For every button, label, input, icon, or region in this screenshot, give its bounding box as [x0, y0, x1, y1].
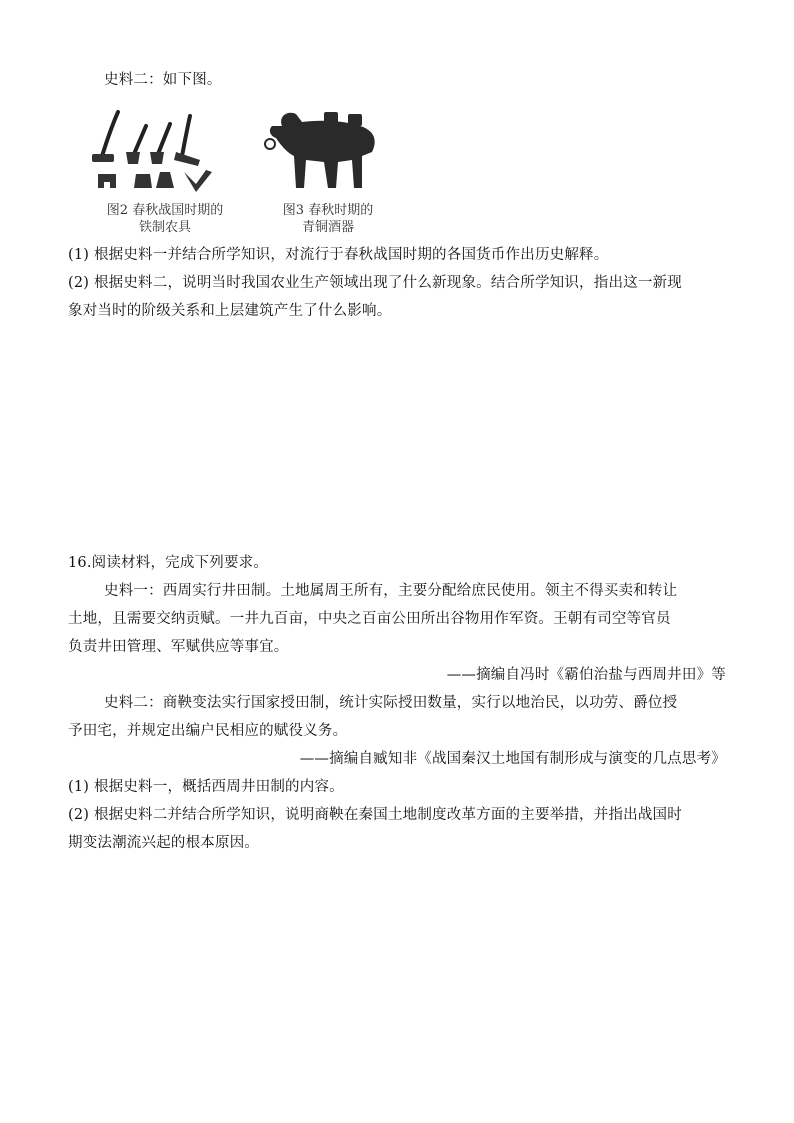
figure-2-caption-line2: 铁制农具 — [138, 220, 191, 235]
question-16-part1: (1) 根据史料一，概括西周井田制的内容。 — [68, 779, 344, 795]
question-16-part2-line1: (2) 根据史料二并结合所学知识，说明商鞅在秦国土地制度改革方面的主要举措，并指出战国时 — [68, 807, 682, 823]
question-16-part2-line2: 期变法潮流兴起的根本原因。 — [68, 835, 260, 851]
figure-3-caption-line1: 图3 春秋时期的 — [282, 203, 374, 218]
source-two-line2: 予田宅，并规定出编户民相应的赋役义务。 — [68, 723, 348, 739]
source-two-citation: ——摘编自臧知非《战国秦汉土地国有制形成与演变的几点思考》 — [299, 751, 726, 767]
question-2-line1: (2) 根据史料二，说明当时我国农业生产领域出现了什么新现象。结合所学知识，指出这一新现 — [68, 275, 682, 291]
iron-tools-image — [88, 100, 238, 196]
bronze-wine-vessel-image — [262, 104, 384, 194]
source-one-line2: 土地，且需要交纳贡赋。一井九百亩，中央之百亩公田所出谷物用作军资。王朝有司空等官员 — [68, 611, 671, 627]
source-one-line1: 史料一：西周实行井田制。土地属周王所有，主要分配给庶民使用。领主不得买卖和转让 — [104, 583, 678, 599]
source-one-citation: ——摘编自冯时《霸伯治盐与西周井田》等 — [446, 667, 726, 683]
question-2-line2: 象对当时的阶级关系和上层建筑产生了什么影响。 — [68, 303, 392, 319]
source-two-heading: 史料二：如下图。 — [104, 72, 222, 88]
question-1: (1) 根据史料一并结合所学知识，对流行于春秋战国时期的各国货币作出历史解释。 — [68, 247, 609, 263]
question-16-title: 16.阅读材料，完成下列要求。 — [68, 555, 269, 571]
figure-3-caption-line2: 青铜酒器 — [301, 220, 354, 235]
figure-2-caption — [80, 202, 250, 236]
figure-2-caption-line1: 图2 春秋战国时期的 — [106, 203, 224, 218]
figure-3-caption — [262, 202, 394, 236]
source-two-line1: 史料二：商鞅变法实行国家授田制，统计实际授田数量，实行以地治民，以功劳、爵位授 — [104, 695, 678, 711]
source-one-line3: 负责井田管理、军赋供应等事宜。 — [68, 639, 289, 655]
